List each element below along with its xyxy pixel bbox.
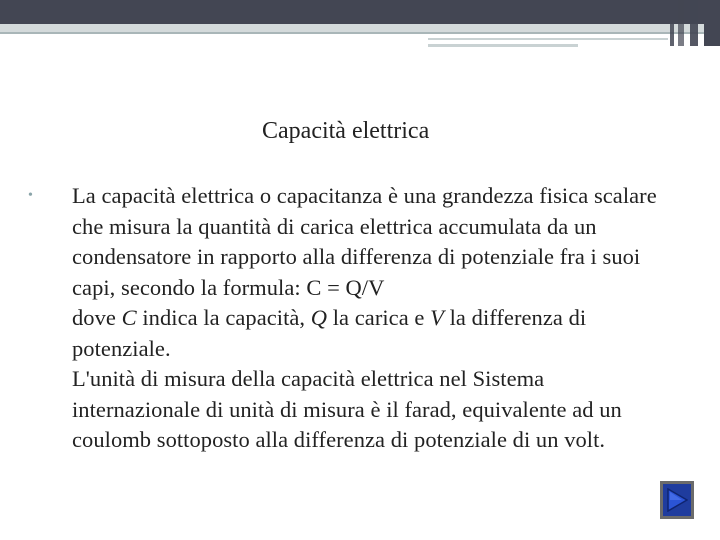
header-band xyxy=(0,0,720,24)
intro-paragraph: La capacità elettrica o capacitanza è una grandezza fisica scalare che misura la quantità di carica elettrica accumulata da un condensatore in rapporto alla differenza di potenziale fra i suoi capi, secondo la formula: C = Q/V xyxy=(72,183,657,300)
header-accent-stripe xyxy=(0,24,720,32)
unit-paragraph: L'unità di misura della capacità elettrica nel Sistema internazionale di unità di misura è il farad, equivalente ad un coulomb sottoposto alla differenza di potenziale di un volt. xyxy=(72,366,622,452)
bullet-item xyxy=(24,181,674,456)
corner-decoration-bar xyxy=(690,0,698,46)
decorative-rule-lower xyxy=(428,44,578,47)
variable-v: V xyxy=(430,305,444,330)
where-mid-1: indica la capacità, xyxy=(136,305,311,330)
next-slide-button[interactable] xyxy=(660,481,694,519)
variables-paragraph xyxy=(72,303,674,364)
variable-q: Q xyxy=(310,305,328,330)
slide-body xyxy=(24,181,674,456)
header-accent-line xyxy=(0,32,720,34)
where-suffix: la differenza di potenziale. xyxy=(72,305,587,361)
corner-decoration-bar xyxy=(670,0,674,46)
slide-title: Capacità elettrica xyxy=(262,118,430,144)
bullet-content xyxy=(72,181,674,456)
corner-decoration-bar xyxy=(704,0,720,46)
variable-c: C xyxy=(121,305,137,330)
corner-decoration-bar xyxy=(678,0,684,46)
where-prefix: dove xyxy=(72,305,122,330)
decorative-rule-upper xyxy=(428,38,668,40)
where-mid-2: la carica e xyxy=(327,305,431,330)
play-triangle-icon xyxy=(666,488,688,512)
bullet-icon: • xyxy=(28,188,33,203)
next-slide-button-face[interactable] xyxy=(663,484,691,516)
